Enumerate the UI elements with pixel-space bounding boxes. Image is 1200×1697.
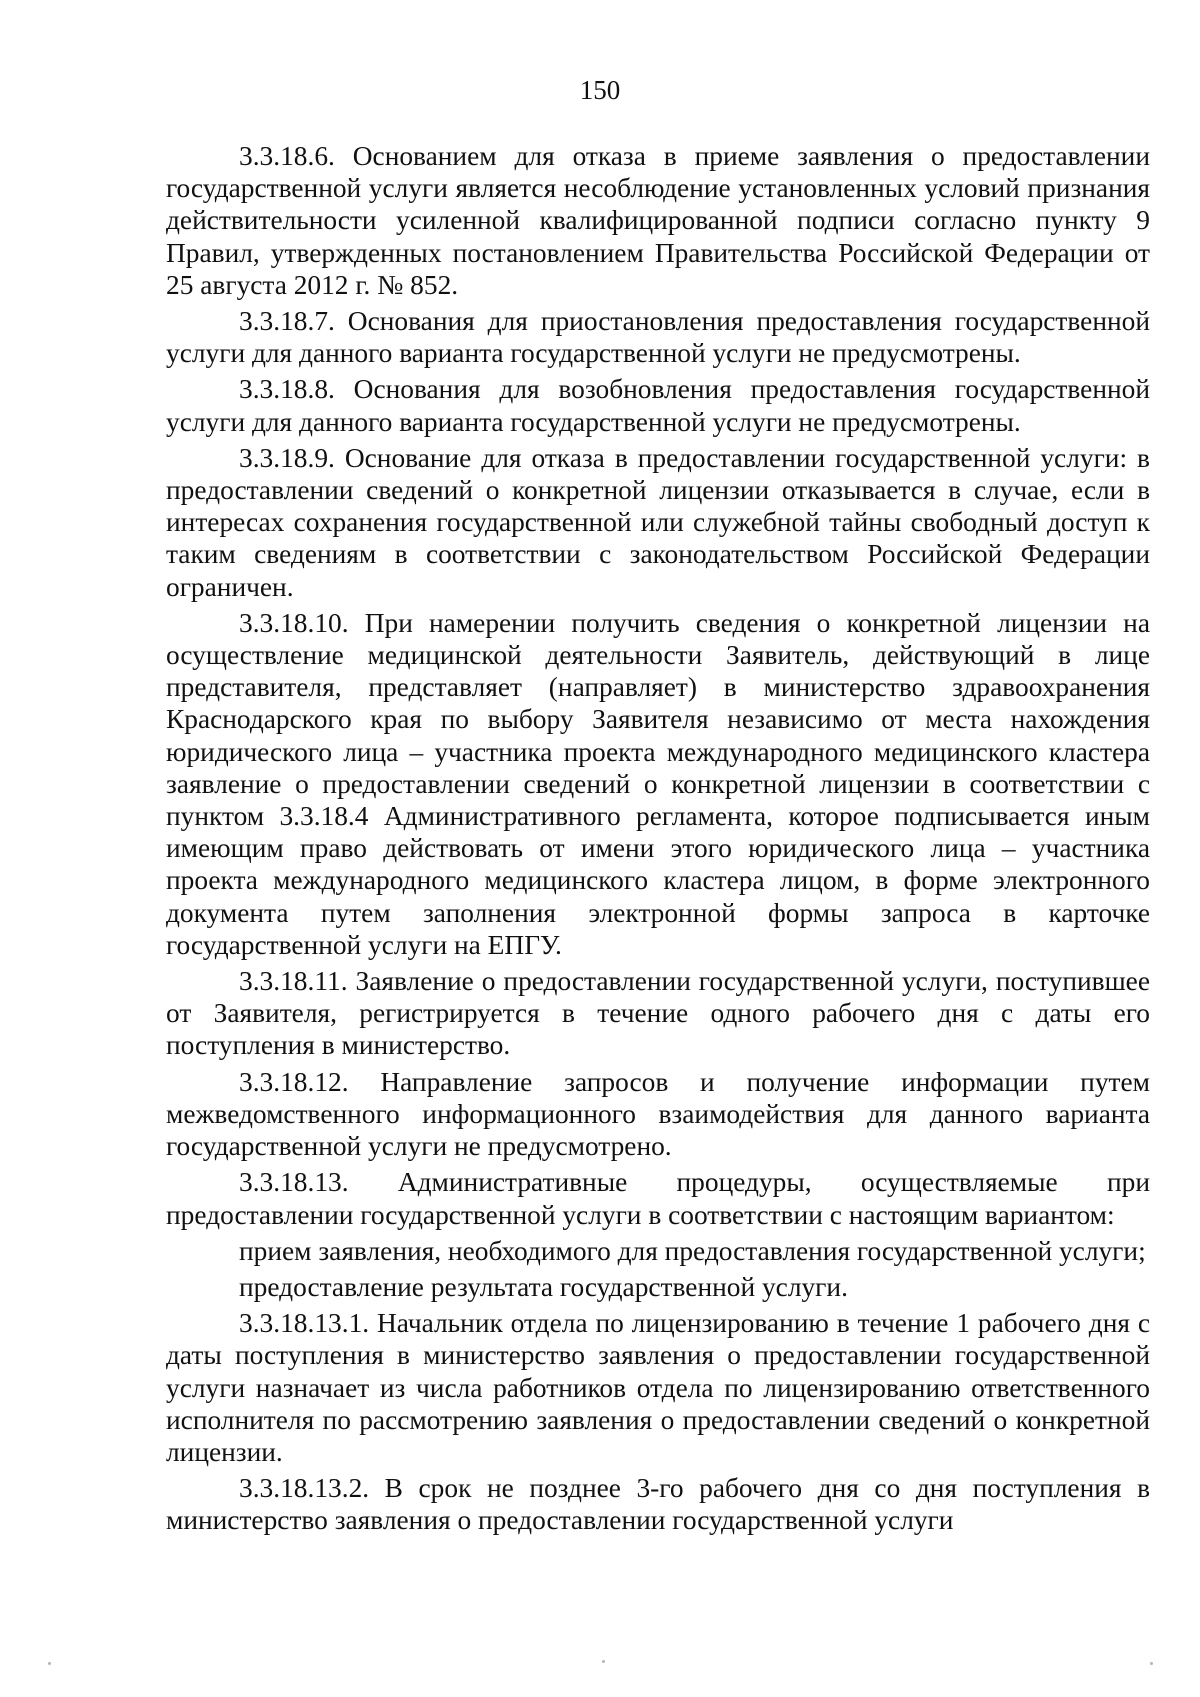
- paragraph-3-3-18-12: 3.3.18.12. Направление запросов и получение информации путем межведомственного информационного взаимодействия для данного варианта государственной услуги не предусмотрено.: [166, 1066, 1150, 1162]
- list-item-application-intake: прием заявления, необходимого для предоставления государственной услуги;: [239, 1235, 1146, 1266]
- paragraph-3-3-18-11: 3.3.18.11. Заявление о предоставлении государственной услуги, поступившее от Заявителя, регистрируется в течение одного рабочего дня с даты его поступления в министерство.: [166, 966, 1150, 1061]
- scan-speck: [48, 1662, 51, 1665]
- paragraph-3-3-18-6: 3.3.18.6. Основанием для отказа в приеме заявления о предоставлении государственной услуги является несоблюдение установленных условий признания действительности усиленной квалифицированной подписи согласно пункту 9 Правил, утвержденных постановлением Правительства Российской Федерации от 25 августа 2012 г. № 852.: [166, 141, 1150, 300]
- paragraph-3-3-18-9: 3.3.18.9. Основание для отказа в предоставлении государственной услуги: в предоставлении сведений о конкретной лицензии отказывается в случае, если в интересах сохранения государственной или служебной тайны свободный доступ к таким сведениям в соответствии с законодательством Российской Федерации ограничен.: [166, 442, 1150, 602]
- paragraph-3-3-18-13-1: 3.3.18.13.1. Начальник отдела по лицензированию в течение 1 рабочего дня с даты поступления в министерство заявления о предоставлении государственной услуги назначает из числа работников отдела по лицензированию ответственного исполнителя по рассмотрению заявления о предоставлении сведений о конкретной лицензии.: [166, 1308, 1150, 1467]
- paragraph-3-3-18-10: 3.3.18.10. При намерении получить сведения о конкретной лицензии на осуществление медицинской деятельности Заявитель, действующий в лице представителя, представляет (направляет) в министерство здравоохранения Краснодарского края по выбору Заявителя независимо от места нахождения юридического лица – участника проекта международного медицинского кластера заявление о предоставлении сведений о конкретной лицензии в соответствии с пунктом 3.3.18.4 Административного регламента, которое подписывается иным имеющим право действовать от имени этого юридического лица – участника проекта международного медицинского кластера лицом, в форме электронного документа путем заполнения электронной формы запроса в карточке государственной услуги на ЕПГУ.: [166, 607, 1150, 960]
- list-item-result-provision: предоставление результата государственной услуги.: [239, 1271, 848, 1302]
- paragraph-3-3-18-13-2: 3.3.18.13.2. В срок не позднее 3-го рабочего дня со дня поступления в министерство заявления о предоставлении государственной услуги: [166, 1473, 1150, 1536]
- paragraph-3-3-18-13: 3.3.18.13. Административные процедуры, осуществляемые при предоставлении государственной услуги в соответствии с настоящим вариантом:: [166, 1167, 1150, 1230]
- page-number: 150: [579, 75, 621, 105]
- scan-speck: [1150, 1662, 1153, 1665]
- paragraph-3-3-18-7: 3.3.18.7. Основания для приостановления предоставления государственной услуги для данного варианта государственной услуги не предусмотрены.: [166, 306, 1150, 369]
- paragraph-3-3-18-8: 3.3.18.8. Основания для возобновления предоставления государственной услуги для данного варианта государственной услуги не предусмотрены.: [166, 374, 1150, 437]
- document-body: [166, 140, 1150, 1537]
- scan-speck: [602, 1660, 605, 1663]
